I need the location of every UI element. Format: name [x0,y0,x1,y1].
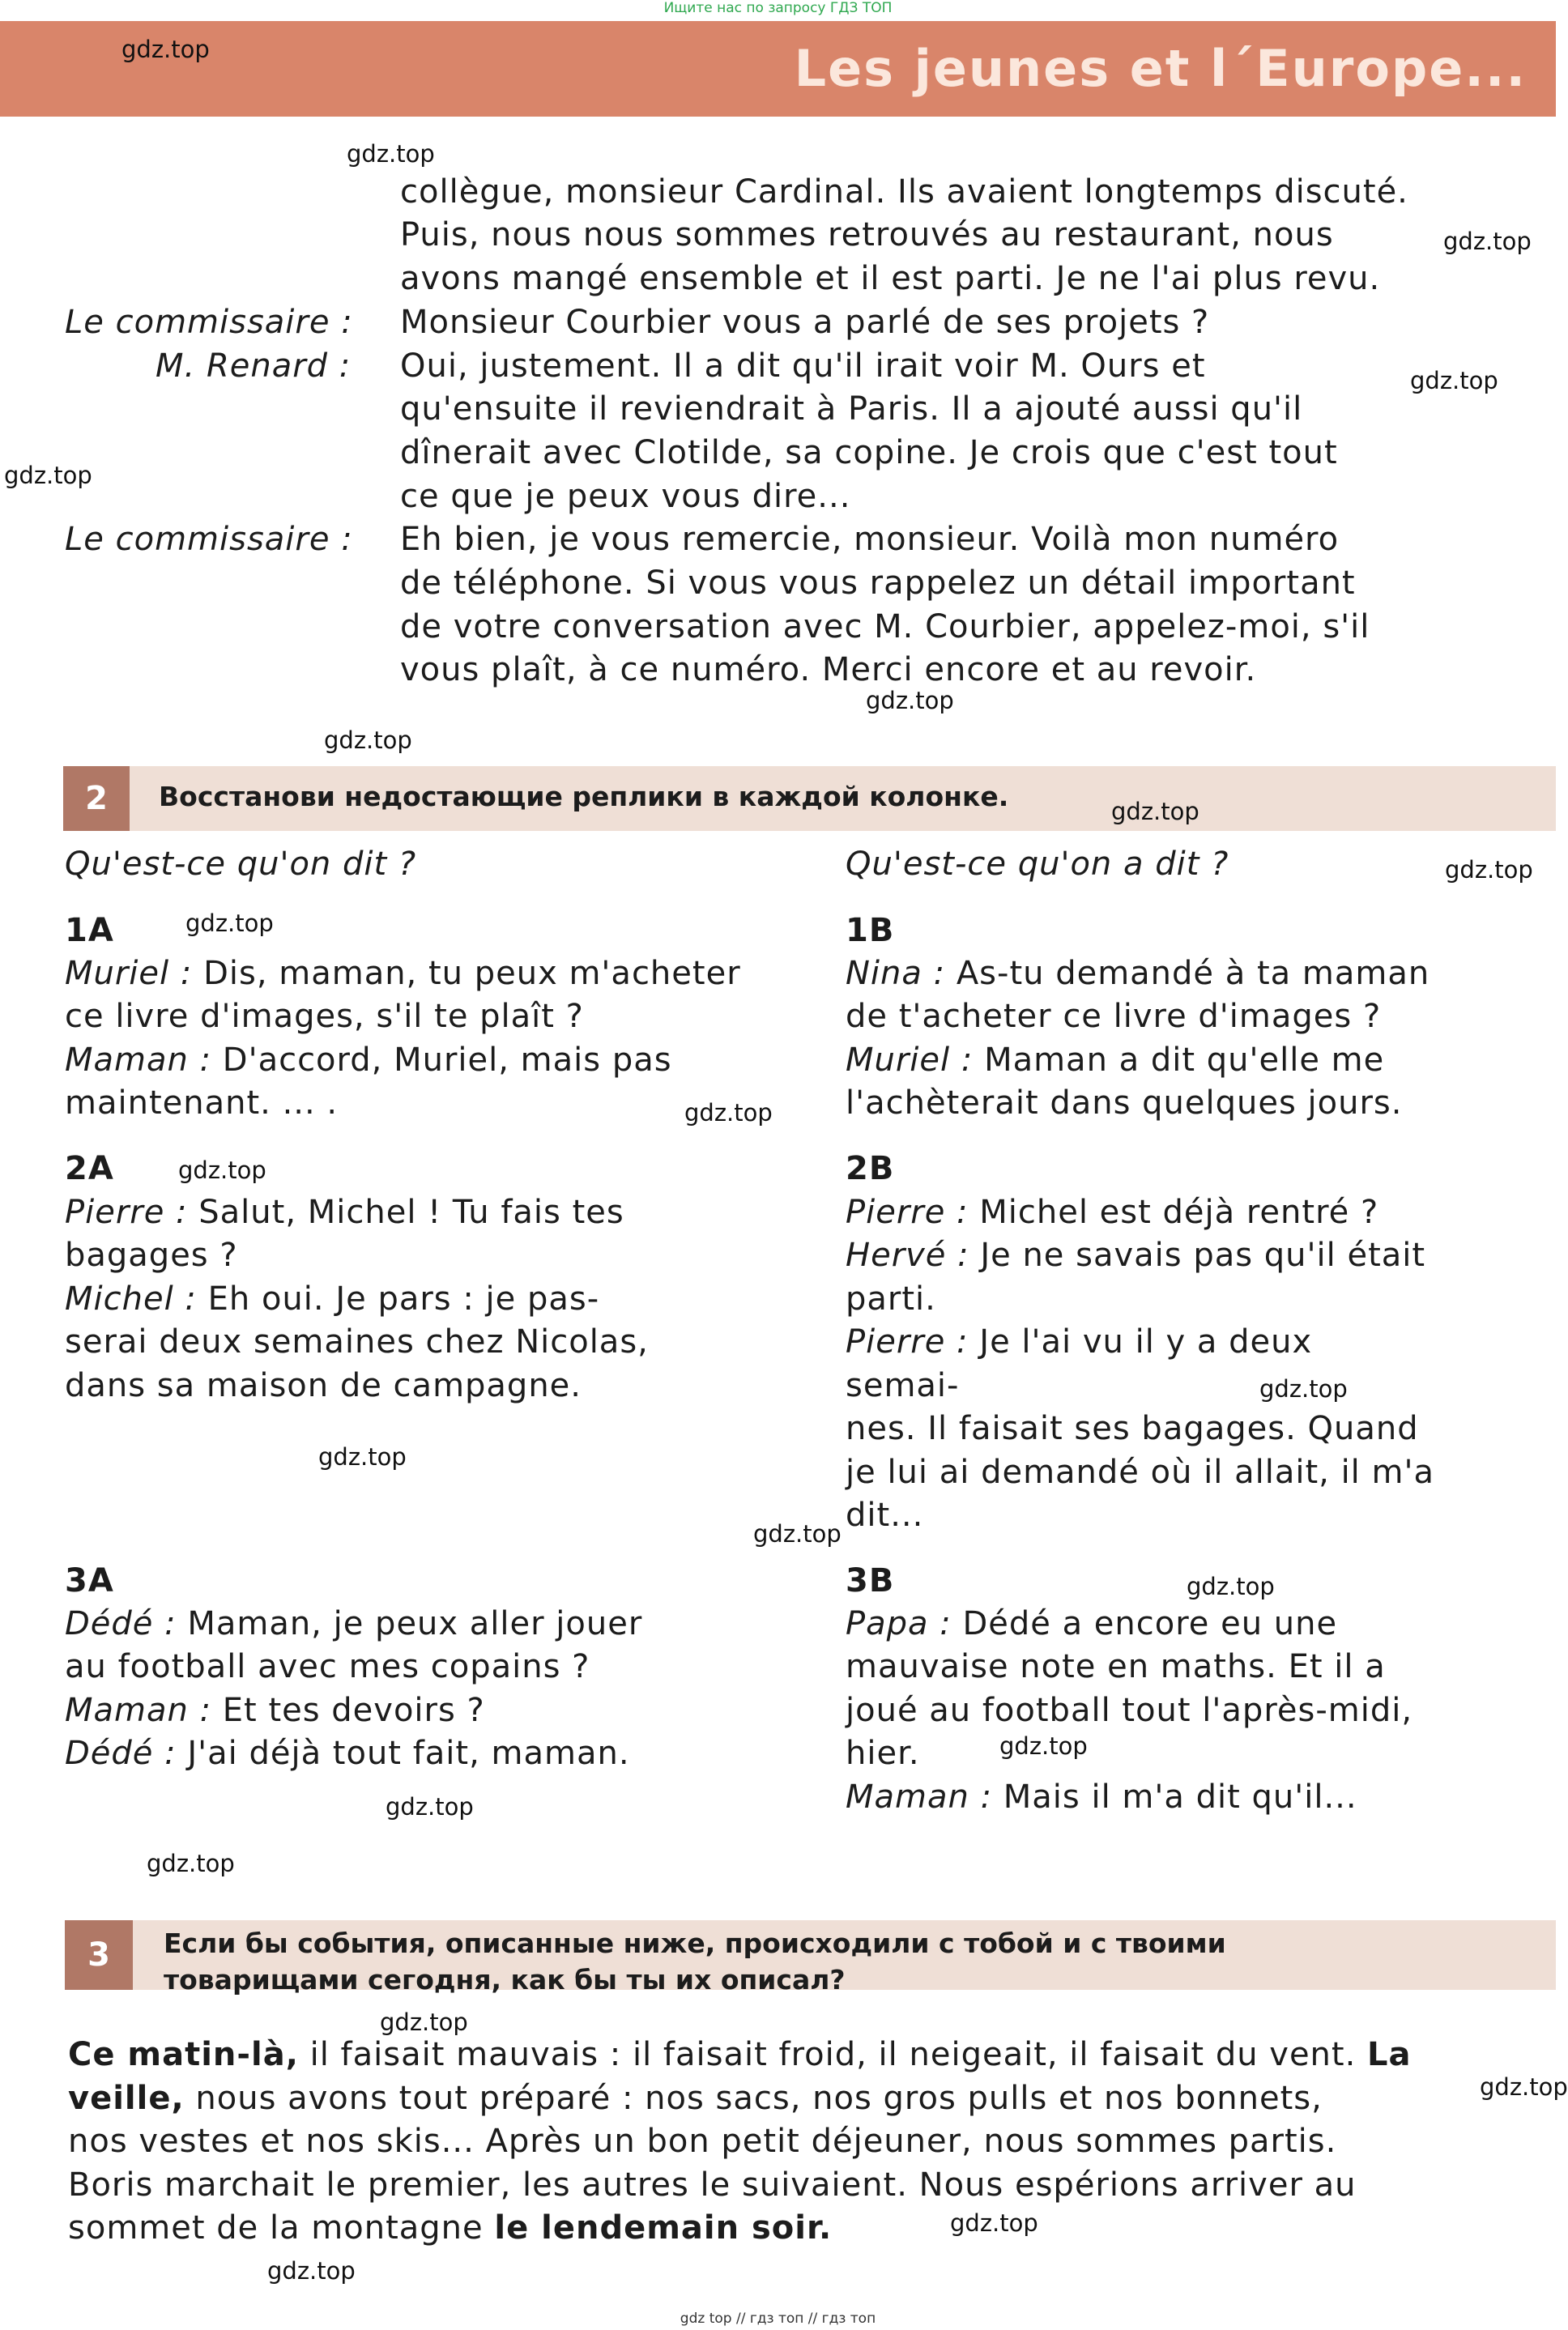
dialogue-text: J'ai déjà tout fait, maman. [187,1735,630,1772]
dialogue-text: Dis, maman, tu peux m'acheter [203,955,741,992]
dialogue-text: As-tu demandé à ta maman [956,955,1430,992]
dialogue-line: Monsieur Courbier vous a parlé de ses projets ? [400,304,1210,341]
speaker-label: Papa : [846,1605,952,1642]
dialogue-line [65,1039,672,1082]
watermark: gdz.top [999,1732,1088,1760]
watermark: gdz.top [1445,856,1533,884]
dialogue-line [65,952,741,995]
watermark: gdz.top [1111,798,1199,825]
watermark: gdz.top [4,462,92,489]
watermark: gdz.top [866,687,954,714]
text-line [68,2034,1412,2077]
dialogue-line: bagages ? [65,1237,238,1274]
watermark: gdz.top [185,909,274,937]
speaker-label: Maman : [65,1041,212,1079]
watermark: gdz.top [684,1099,773,1127]
speaker-label: M. Renard : [156,347,352,385]
watermark: gdz.top [267,2257,356,2285]
speaker-label: Muriel : [65,955,193,992]
dialogue-line: joué au football tout l'après-midi, [846,1692,1413,1729]
dialogue-text: Dédé a encore eu une [962,1605,1338,1642]
dialogue-line: dit... [846,1497,924,1534]
dialogue-line: semai- [846,1367,960,1404]
watermark: gdz.top [1259,1375,1348,1403]
dialogue-line [846,952,1430,995]
dialogue-text: Eh oui. Je pars : je pas- [207,1280,600,1318]
exercise-2-number: 2 [63,766,130,831]
watermark: gdz.top [380,2008,468,2036]
bold-phrase: Ce matin-là, [68,2036,299,2073]
page-title: Les jeunes et l´Europe... [794,39,1527,98]
text-line [68,2207,832,2250]
dialogue-line: ce que je peux vous dire... [400,478,851,515]
speaker-label: Maman : [846,1778,993,1816]
watermark: gdz.top [121,36,210,63]
dialogue-line: dînerait avec Clotilde, sa copine. Je crois que c'est tout [400,434,1338,471]
dialogue-line: l'achèterait dans quelques jours. [846,1084,1403,1122]
dialogue-text: Je ne savais pas qu'il était [980,1237,1426,1274]
dialogue-line [846,1776,1357,1819]
watermark: gdz.top [1480,2073,1568,2101]
dialogue-text: Michel est déjà rentré ? [979,1194,1379,1231]
dialogue-text: Mais il m'a dit qu'il... [1003,1778,1357,1816]
left-column-title: Qu'est-ce qu'on dit ? [65,846,417,883]
dialogue-line: vous plaît, à ce numéro. Merci encore et au revoir. [400,651,1257,688]
bold-phrase: La [1367,2036,1412,2073]
dialogue-line: collègue, monsieur Cardinal. Ils avaient longtemps discuté. [400,173,1408,211]
dialogue-line: avons mangé ensemble et il est parti. Je ne l'ai plus revu. [400,260,1381,297]
dialogue-line: de t'acheter ce livre d'images ? [846,998,1382,1035]
speaker-label: Nina : [846,955,946,992]
dialogue-label-3b: 3B [846,1562,895,1599]
dialogue-line [65,1191,624,1234]
dialogue-line [846,1191,1378,1234]
dialogue-line [65,1603,642,1646]
dialogue-line: au football avec mes copains ? [65,1648,590,1685]
dialogue-label-1b: 1B [846,912,895,949]
speaker-label: Maman : [65,1692,212,1729]
dialogue-line [846,1039,1384,1082]
right-column-title: Qu'est-ce qu'on a dit ? [846,846,1229,883]
watermark: gdz.top [147,1850,235,1877]
speaker-label: Muriel : [846,1041,974,1079]
dialogue-line: je lui ai demandé où il allait, il m'a [846,1454,1434,1491]
text-run: il faisait mauvais : il faisait froid, il neigeait, il faisait du vent. [298,2036,1368,2073]
text-run: nous avons tout préparé : nos sacs, nos gros pulls et nos bonnets, [184,2080,1323,2117]
text-line [68,2077,1323,2120]
watermark: gdz.top [347,140,435,168]
watermark: gdz.top [1187,1573,1275,1600]
dialogue-text: Et tes devoirs ? [222,1692,485,1729]
dialogue-line: de téléphone. Si vous vous rappelez un détail important [400,564,1356,602]
dialogue-text: Maman a dit qu'elle me [984,1041,1385,1079]
speaker-label: Michel : [65,1280,197,1318]
dialogue-line [65,1732,630,1775]
watermark: gdz.top [178,1156,266,1184]
speaker-label: Hervé : [846,1237,969,1274]
speaker-label: Dédé : [65,1605,177,1642]
dialogue-line: Eh bien, je vous remercie, monsieur. Voilà mon numéro [400,521,1340,558]
top-search-note: Ищите нас по запросу ГДЗ ТОП [663,0,893,16]
text-run: sommet de la montagne [68,2209,495,2247]
exercise-3-number: 3 [65,1920,133,1990]
speaker-label: Pierre : [846,1194,969,1231]
watermark: gdz.top [324,726,412,754]
speaker-label: Dédé : [65,1735,177,1772]
speaker-label: Pierre : [846,1323,969,1361]
dialogue-line: de votre conversation avec M. Courbier, appelez-moi, s'il [400,608,1370,645]
dialogue-line: ce livre d'images, s'il te plaît ? [65,998,584,1035]
dialogue-label-3a: 3A [65,1562,114,1599]
watermark: gdz.top [1410,367,1498,394]
dialogue-text: Maman, je peux aller jouer [187,1605,643,1642]
exercise-3-instruction: товарищами сегодня, как бы ты их описал? [164,1964,846,1996]
dialogue-text: Je l'ai vu il y a deux [979,1323,1313,1361]
bold-phrase: veille, [68,2080,185,2117]
watermark: gdz.top [318,1443,407,1471]
dialogue-line: qu'ensuite il reviendrait à Paris. Il a ajouté aussi qu'il [400,390,1303,428]
exercise-2-instruction: Восстанови недостающие реплики в каждой колонке. [159,781,1009,812]
watermark: gdz.top [1443,228,1532,255]
footer-note: gdz top // гдз топ // гдз топ [680,2311,876,2327]
dialogue-label-1a: 1A [65,912,114,949]
dialogue-text: Salut, Michel ! Tu fais tes [198,1194,624,1231]
speaker-label: Pierre : [65,1194,188,1231]
dialogue-line: Oui, justement. Il a dit qu'il irait voir M. Ours et [400,347,1206,385]
exercise-3-instruction: Если бы события, описанные ниже, происходили с тобой и с твоими [164,1927,1226,1959]
bold-phrase: le lendemain soir. [494,2209,833,2247]
dialogue-line [846,1603,1337,1646]
dialogue-line: serai deux semaines chez Nicolas, [65,1323,649,1361]
dialogue-label-2a: 2A [65,1150,114,1187]
dialogue-line [65,1278,599,1321]
dialogue-text: D'accord, Muriel, mais pas [222,1041,672,1079]
dialogue-line: dans sa maison de campagne. [65,1367,582,1404]
watermark: gdz.top [386,1793,474,1821]
watermark: gdz.top [950,2209,1038,2237]
dialogue-label-2b: 2B [846,1150,895,1187]
watermark: gdz.top [753,1520,842,1548]
speaker-label: Le commissaire : [65,304,353,341]
dialogue-line [846,1321,1312,1364]
dialogue-line [846,1234,1425,1277]
dialogue-line: parti. [846,1280,936,1318]
dialogue-line: maintenant. ... . [65,1084,339,1122]
dialogue-line: nes. Il faisait ses bagages. Quand [846,1410,1419,1447]
dialogue-line: hier. [846,1735,920,1772]
dialogue-line: Puis, nous nous sommes retrouvés au restaurant, nous [400,216,1334,253]
dialogue-line [65,1689,485,1732]
text-line: nos vestes et nos skis... Après un bon petit déjeuner, nous sommes partis. [68,2123,1337,2160]
speaker-label: Le commissaire : [65,521,353,558]
text-line: Boris marchait le premier, les autres le suivaient. Nous espérions arriver au [68,2166,1357,2204]
dialogue-line: mauvaise note en maths. Et il a [846,1648,1386,1685]
